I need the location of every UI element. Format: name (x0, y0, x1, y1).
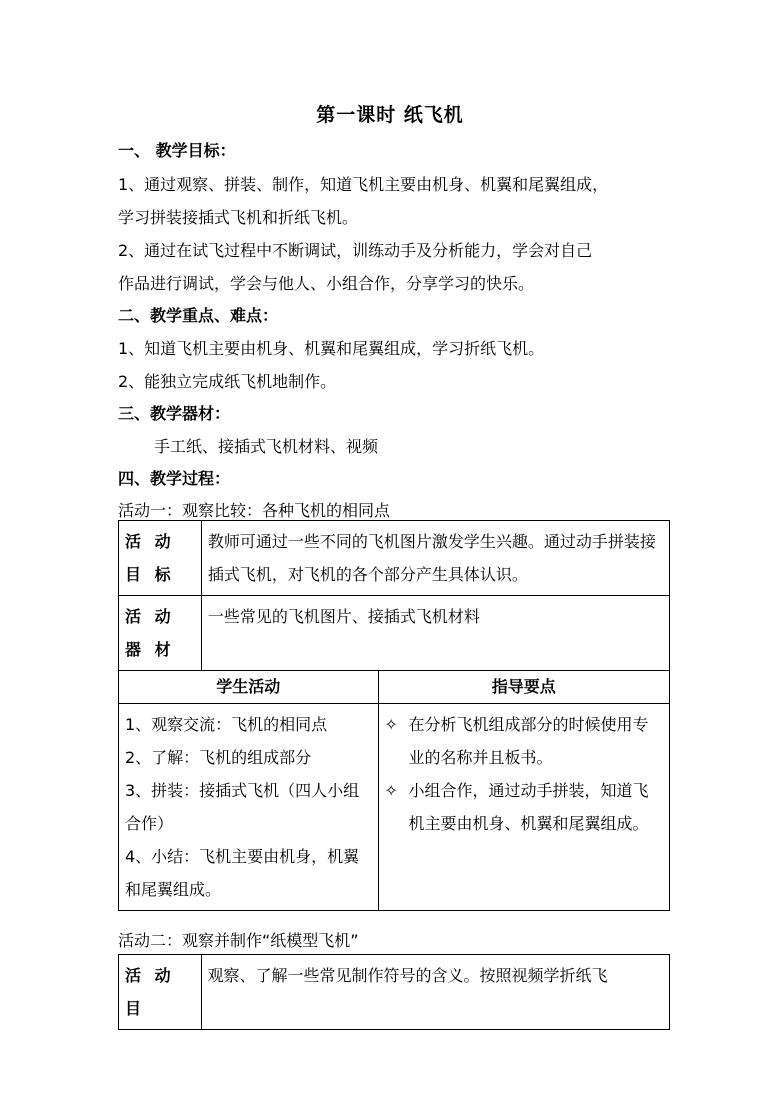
student-item-4: 4、小结：飞机主要由机身，机翼和尾翼组成。 (125, 847, 360, 899)
column-header-student: 学生活动 (119, 671, 379, 704)
materials-text: 手工纸、接插式飞机材料、视频 (154, 437, 379, 456)
guide-item-2 (385, 774, 664, 840)
key-item-1: 1、知道飞机主要由机身、机翼和尾翼组成，学习折纸飞机。 (118, 339, 545, 358)
activity1-goal-text: 教师可通过一些不同的飞机图片激发学生兴趣。通过动手拼装接插式飞机，对飞机的各个部分产生具体认识。 (201, 521, 669, 596)
goals-item-2b: 作品进行调试，学会与他人、小组合作，分享学习的快乐。 (118, 274, 535, 293)
diamond-bullet-icon: ✧ (384, 781, 398, 800)
activity1-caption: 活动一：观察比较：各种飞机的相同点 (118, 501, 391, 520)
activity1-equip-label: 活 动 器 材 (119, 596, 202, 671)
goals-item-1a: 1、通过观察、拼装、制作，知道飞机主要由机身、机翼和尾翼组成， (118, 175, 609, 194)
column-header-guide: 指导要点 (378, 671, 670, 704)
guide-points-cell (378, 704, 670, 911)
student-item-2: 2、了解：飞机的组成部分 (125, 748, 312, 767)
student-item-3: 3、拼装：接插式飞机（四人小组合作） (125, 781, 360, 833)
goals-item-2a: 2、通过在试飞过程中不断调试，训练动手及分析能力，学会对自己 (118, 241, 593, 260)
page-title: 第一课时 纸飞机 (316, 104, 464, 126)
guide-item-2-text: 小组合作，通过动手拼装，知道飞机主要由机身、机翼和尾翼组成。 (408, 781, 649, 833)
activity1-equip-text: 一些常见的飞机图片、接插式飞机材料 (201, 596, 669, 671)
activity1-goal-label: 活 动 目 标 (119, 521, 202, 596)
goals-item-1b: 学习拼装接插式飞机和折纸飞机。 (118, 208, 359, 227)
activity2-caption: 活动二：观察并制作“纸模型飞机” (118, 931, 359, 950)
activity2-goal-label: 活 动 目 (119, 955, 202, 1030)
activity1-table (118, 520, 670, 911)
materials-heading: 三、教学器材： (118, 404, 231, 423)
process-heading: 四、教学过程： (118, 469, 231, 488)
key-item-2: 2、能独立完成纸飞机地制作。 (118, 372, 337, 391)
student-activities-cell (119, 704, 379, 911)
activity2-goal-text: 观察、了解一些常见制作符号的含义。按照视频学折纸飞 (201, 955, 669, 1030)
activity2-table (118, 954, 670, 1030)
guide-item-1 (385, 708, 664, 774)
guide-item-1-text: 在分析飞机组成部分的时候使用专业的名称并且板书。 (408, 715, 649, 767)
diamond-bullet-icon: ✧ (384, 715, 398, 734)
goals-heading: 一、 教学目标： (118, 141, 236, 160)
student-item-1: 1、观察交流：飞机的相同点 (125, 715, 328, 734)
key-heading: 二、教学重点、难点： (118, 306, 279, 325)
